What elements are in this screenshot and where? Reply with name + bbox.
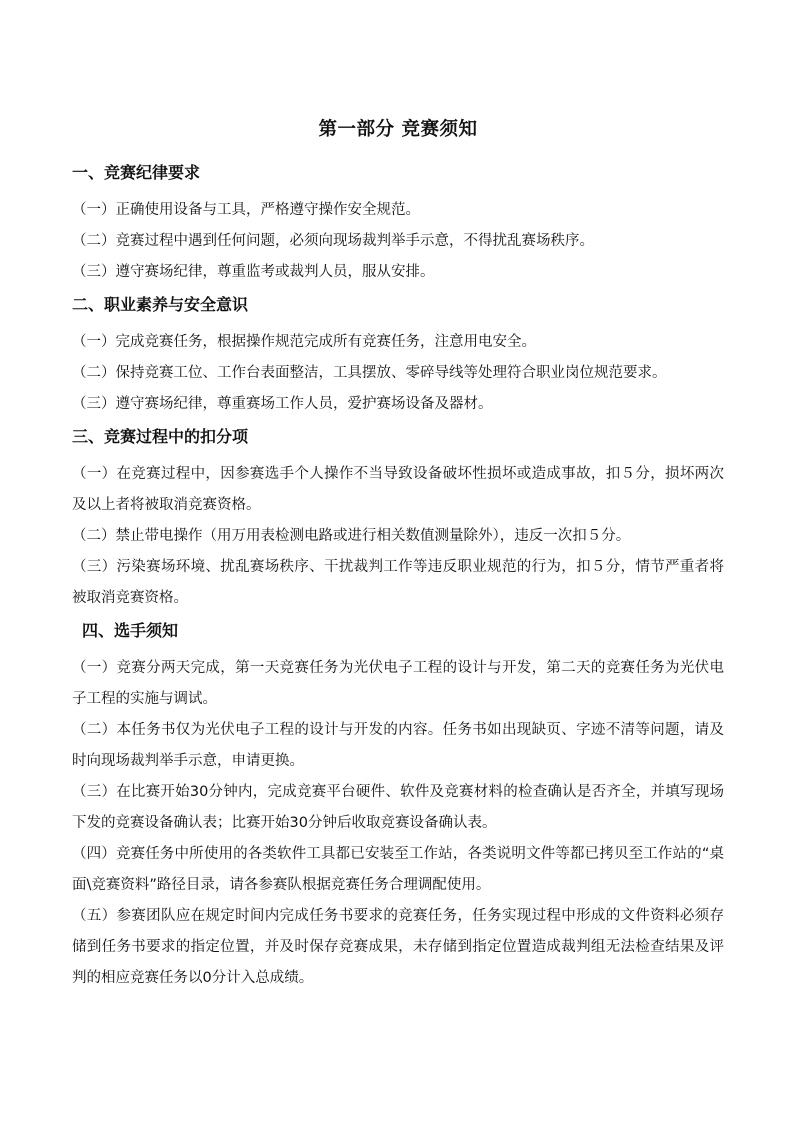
- page-title: 第一部分 竞赛须知: [318, 119, 478, 140]
- list-item: （一）正确使用设备与工具，严格遵守操作安全规范。: [72, 202, 420, 218]
- list-item: （二）禁止带电操作（用万用表检测电路或进行相关数值测量除外），违反一次扣５分。: [72, 528, 631, 544]
- section-heading: 二、职业素养与安全意识: [72, 295, 249, 314]
- list-item: （一）完成竞赛任务，根据操作规范完成所有竞赛任务，注意用电安全。: [72, 334, 536, 350]
- list-item: （二）竞赛过程中遇到任何问题，必须向现场裁判举手示意，不得扰乱赛场秩序。: [72, 233, 594, 249]
- document-page: [72, 118, 724, 998]
- section-heading: 三、竞赛过程中的扣分项: [72, 427, 249, 446]
- section-discipline: [72, 162, 724, 288]
- list-item: （三）在比赛开始30分钟内，完成竞赛平台硬件、软件及竞赛材料的检查确认是否齐全，并填写现场下发的竞赛设备确认表；比赛开始30分钟后收取竞赛设备确认表。: [72, 784, 724, 831]
- list-item: （一）竞赛分两天完成，第一天竞赛任务为光伏电子工程的设计与开发，第二天的竞赛任务为光伏电子工程的实施与调试。: [72, 660, 724, 707]
- list-item: （二）本任务书仅为光伏电子工程的设计与开发的内容。任务书如出现缺页、字迹不清等问题，请及时向现场裁判举手示意，申请更换。: [72, 722, 724, 769]
- section-deductions: [72, 426, 724, 614]
- list-item: （三）遵守赛场纪律，尊重监考或裁判人员，服从安排。: [72, 264, 435, 280]
- section-heading: 四、选手须知: [82, 621, 179, 640]
- list-item: （一）在竞赛过程中，因参赛选手个人操作不当导致设备破坏性损坏或造成事故，扣５分，损坏两次及以上者将被取消竞赛资格。: [72, 466, 724, 513]
- list-item: （二）保持竞赛工位、工作台表面整洁，工具摆放、零碎导线等处理符合职业岗位规范要求。: [72, 365, 667, 381]
- list-item: （五）参赛团队应在规定时间内完成任务书要求的竞赛任务，任务实现过程中形成的文件资料必须存储到任务书要求的指定位置，并及时保存竞赛成果，未存储到指定位置造成裁判组无法检查结果及评判的相应竞赛任务以0分计入总成绩。: [72, 908, 724, 986]
- list-item: （四）竞赛任务中所使用的各类软件工具都已安装至工作站，各类说明文件等都已拷贝至工作站的“桌面\竞赛资料”路径目录，请各参赛队根据竞赛任务合理调配使用。: [72, 846, 724, 893]
- section-heading: 一、竞赛纪律要求: [72, 163, 201, 182]
- section-professional-safety: [72, 294, 724, 420]
- list-item: （三）污染赛场环境、扰乱赛场秩序、干扰裁判工作等违反职业规范的行为，扣５分，情节严重者将被取消竞赛资格。: [72, 559, 724, 606]
- section-contestant-notice: [72, 620, 724, 994]
- list-item: （三）遵守赛场纪律，尊重赛场工作人员，爱护赛场设备及器材。: [72, 396, 493, 412]
